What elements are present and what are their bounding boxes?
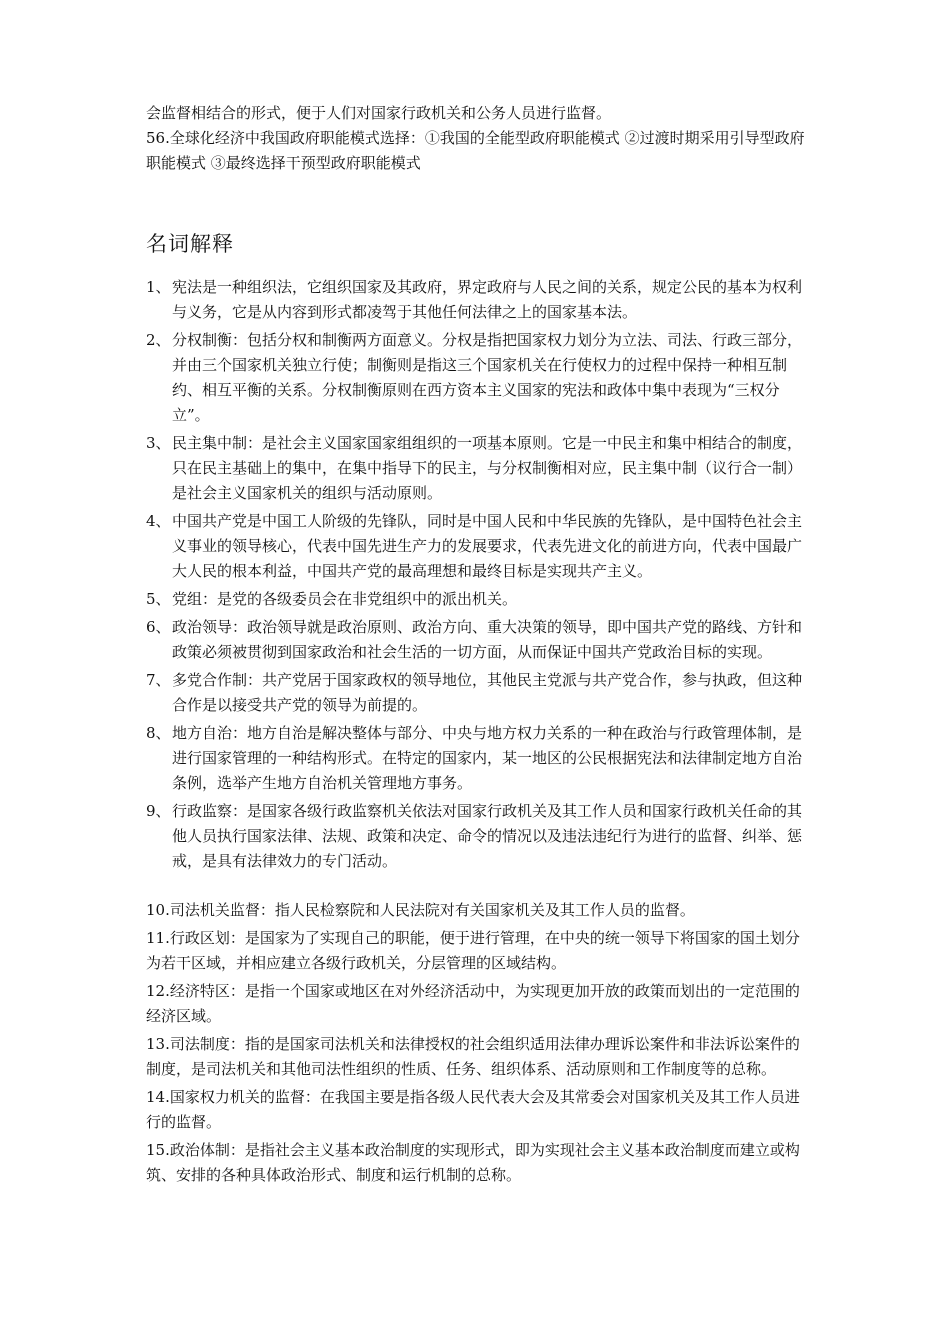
- list-item: [146, 799, 812, 874]
- list-item: [146, 615, 812, 665]
- plain-term-list: [146, 898, 812, 1191]
- item-number: 7、: [146, 671, 171, 689]
- list-item: [146, 721, 812, 796]
- list-item: [146, 668, 812, 718]
- list-item: 12.经济特区：是指一个国家或地区在对外经济活动中，为实现更加开放的政策而划出的一定范围的经济区域。: [146, 982, 800, 1025]
- item-number: 8、: [146, 724, 171, 742]
- item-56: 56.全球化经济中我国政府职能模式选择：①我国的全能型政府职能模式 ②过渡时期采用引导型政府职能模式 ③最终选择干预型政府职能模式: [146, 129, 805, 172]
- item-number: 6、: [146, 618, 171, 636]
- list-item: [146, 275, 812, 325]
- intro-block: [146, 101, 810, 176]
- list-item: 13.司法制度：指的是国家司法机关和法律授权的社会组织适用法律办理诉讼案件和非法诉讼案件的制度，是司法机关和其他司法性组织的性质、任务、组织体系、活动原则和工作制度等的总称。: [146, 1035, 800, 1078]
- list-item: 11.行政区划：是国家为了实现自己的职能，便于进行管理，在中央的统一领导下将国家的国土划分为若干区域，并相应建立各级行政机关，分层管理的区域结构。: [146, 929, 800, 972]
- item-text: 行政监察：是国家各级行政监察机关依法对国家行政机关及其工作人员和国家行政机关任命的其他人员执行国家法律、法规、政策和决定、命令的情况以及违法违纪行为进行的监督、纠举、惩戒，是具有法律效力的专门活动。: [172, 802, 803, 870]
- list-item: [146, 587, 812, 612]
- list-item: [146, 509, 812, 584]
- item-number: 5、: [146, 590, 171, 608]
- item-number: 4、: [146, 512, 171, 530]
- item-text: 政治领导：政治领导就是政治原则、政治方向、重大决策的领导，即中国共产党的路线、方针和政策必须被贯彻到国家政治和社会生活的一切方面，从而保证中国共产党政治目标的实现。: [172, 618, 803, 661]
- numbered-term-list: [146, 275, 812, 877]
- item-number: 9、: [146, 802, 171, 820]
- list-item: 10.司法机关监督：指人民检察院和人民法院对有关国家机关及其工作人员的监督。: [146, 901, 695, 919]
- item-text: 多党合作制：共产党居于国家政权的领导地位，其他民主党派与共产党合作，参与执政，但这种合作是以接受共产党的领导为前提的。: [172, 671, 803, 714]
- item-text: 宪法是一种组织法，它组织国家及其政府，界定政府与人民之间的关系，规定公民的基本为权利与义务，它是从内容到形式都凌驾于其他任何法律之上的国家基本法。: [172, 278, 803, 321]
- section-title: 名词解释: [146, 232, 234, 256]
- item-number: 1、: [146, 278, 171, 296]
- item-text: 中国共产党是中国工人阶级的先锋队，同时是中国人民和中华民族的先锋队，是中国特色社会主义事业的领导核心，代表中国先进生产力的发展要求，代表先进文化的前进方向，代表中国最广大人民的根本利益，中国共产党的最高理想和最终目标是实现共产主义。: [172, 512, 803, 580]
- item-number: 2、: [146, 331, 171, 349]
- list-item: 15.政治体制：是指社会主义基本政治制度的实现形式，即为实现社会主义基本政治制度而建立或构筑、安排的各种具体政治形式、制度和运行机制的总称。: [146, 1141, 800, 1184]
- item-text: 分权制衡：包括分权和制衡两方面意义。分权是指把国家权力划分为立法、司法、行政三部分，并由三个国家机关独立行使；制衡则是指这三个国家机关在行使权力的过程中保持一种相互制约、相互平衡的关系。分权制衡原则在西方资本主义国家的宪法和政体中集中表现为“三权分立”。: [172, 331, 803, 424]
- intro-continuation: 会监督相结合的形式，便于人们对国家行政机关和公务人员进行监督。: [146, 104, 612, 122]
- list-item: 14.国家权力机关的监督：在我国主要是指各级人民代表大会及其常委会对国家机关及其工作人员进行的监督。: [146, 1088, 800, 1131]
- item-number: 3、: [146, 434, 171, 452]
- item-text: 民主集中制：是社会主义国家国家组组织的一项基本原则。它是一中民主和集中相结合的制度，只在民主基础上的集中，在集中指导下的民主，与分权制衡相对应，民主集中制（议行合一制）是社会主义国家机关的组织与活动原则。: [172, 434, 803, 502]
- item-text: 地方自治：地方自治是解决整体与部分、中央与地方权力关系的一种在政治与行政管理体制，是进行国家管理的一种结构形式。在特定的国家内，某一地区的公民根据宪法和法律制定地方自治条例，选举产生地方自治机关管理地方事务。: [172, 724, 803, 792]
- list-item: [146, 431, 812, 506]
- item-text: 党组：是党的各级委员会在非党组织中的派出机关。: [172, 590, 518, 608]
- list-item: [146, 328, 812, 428]
